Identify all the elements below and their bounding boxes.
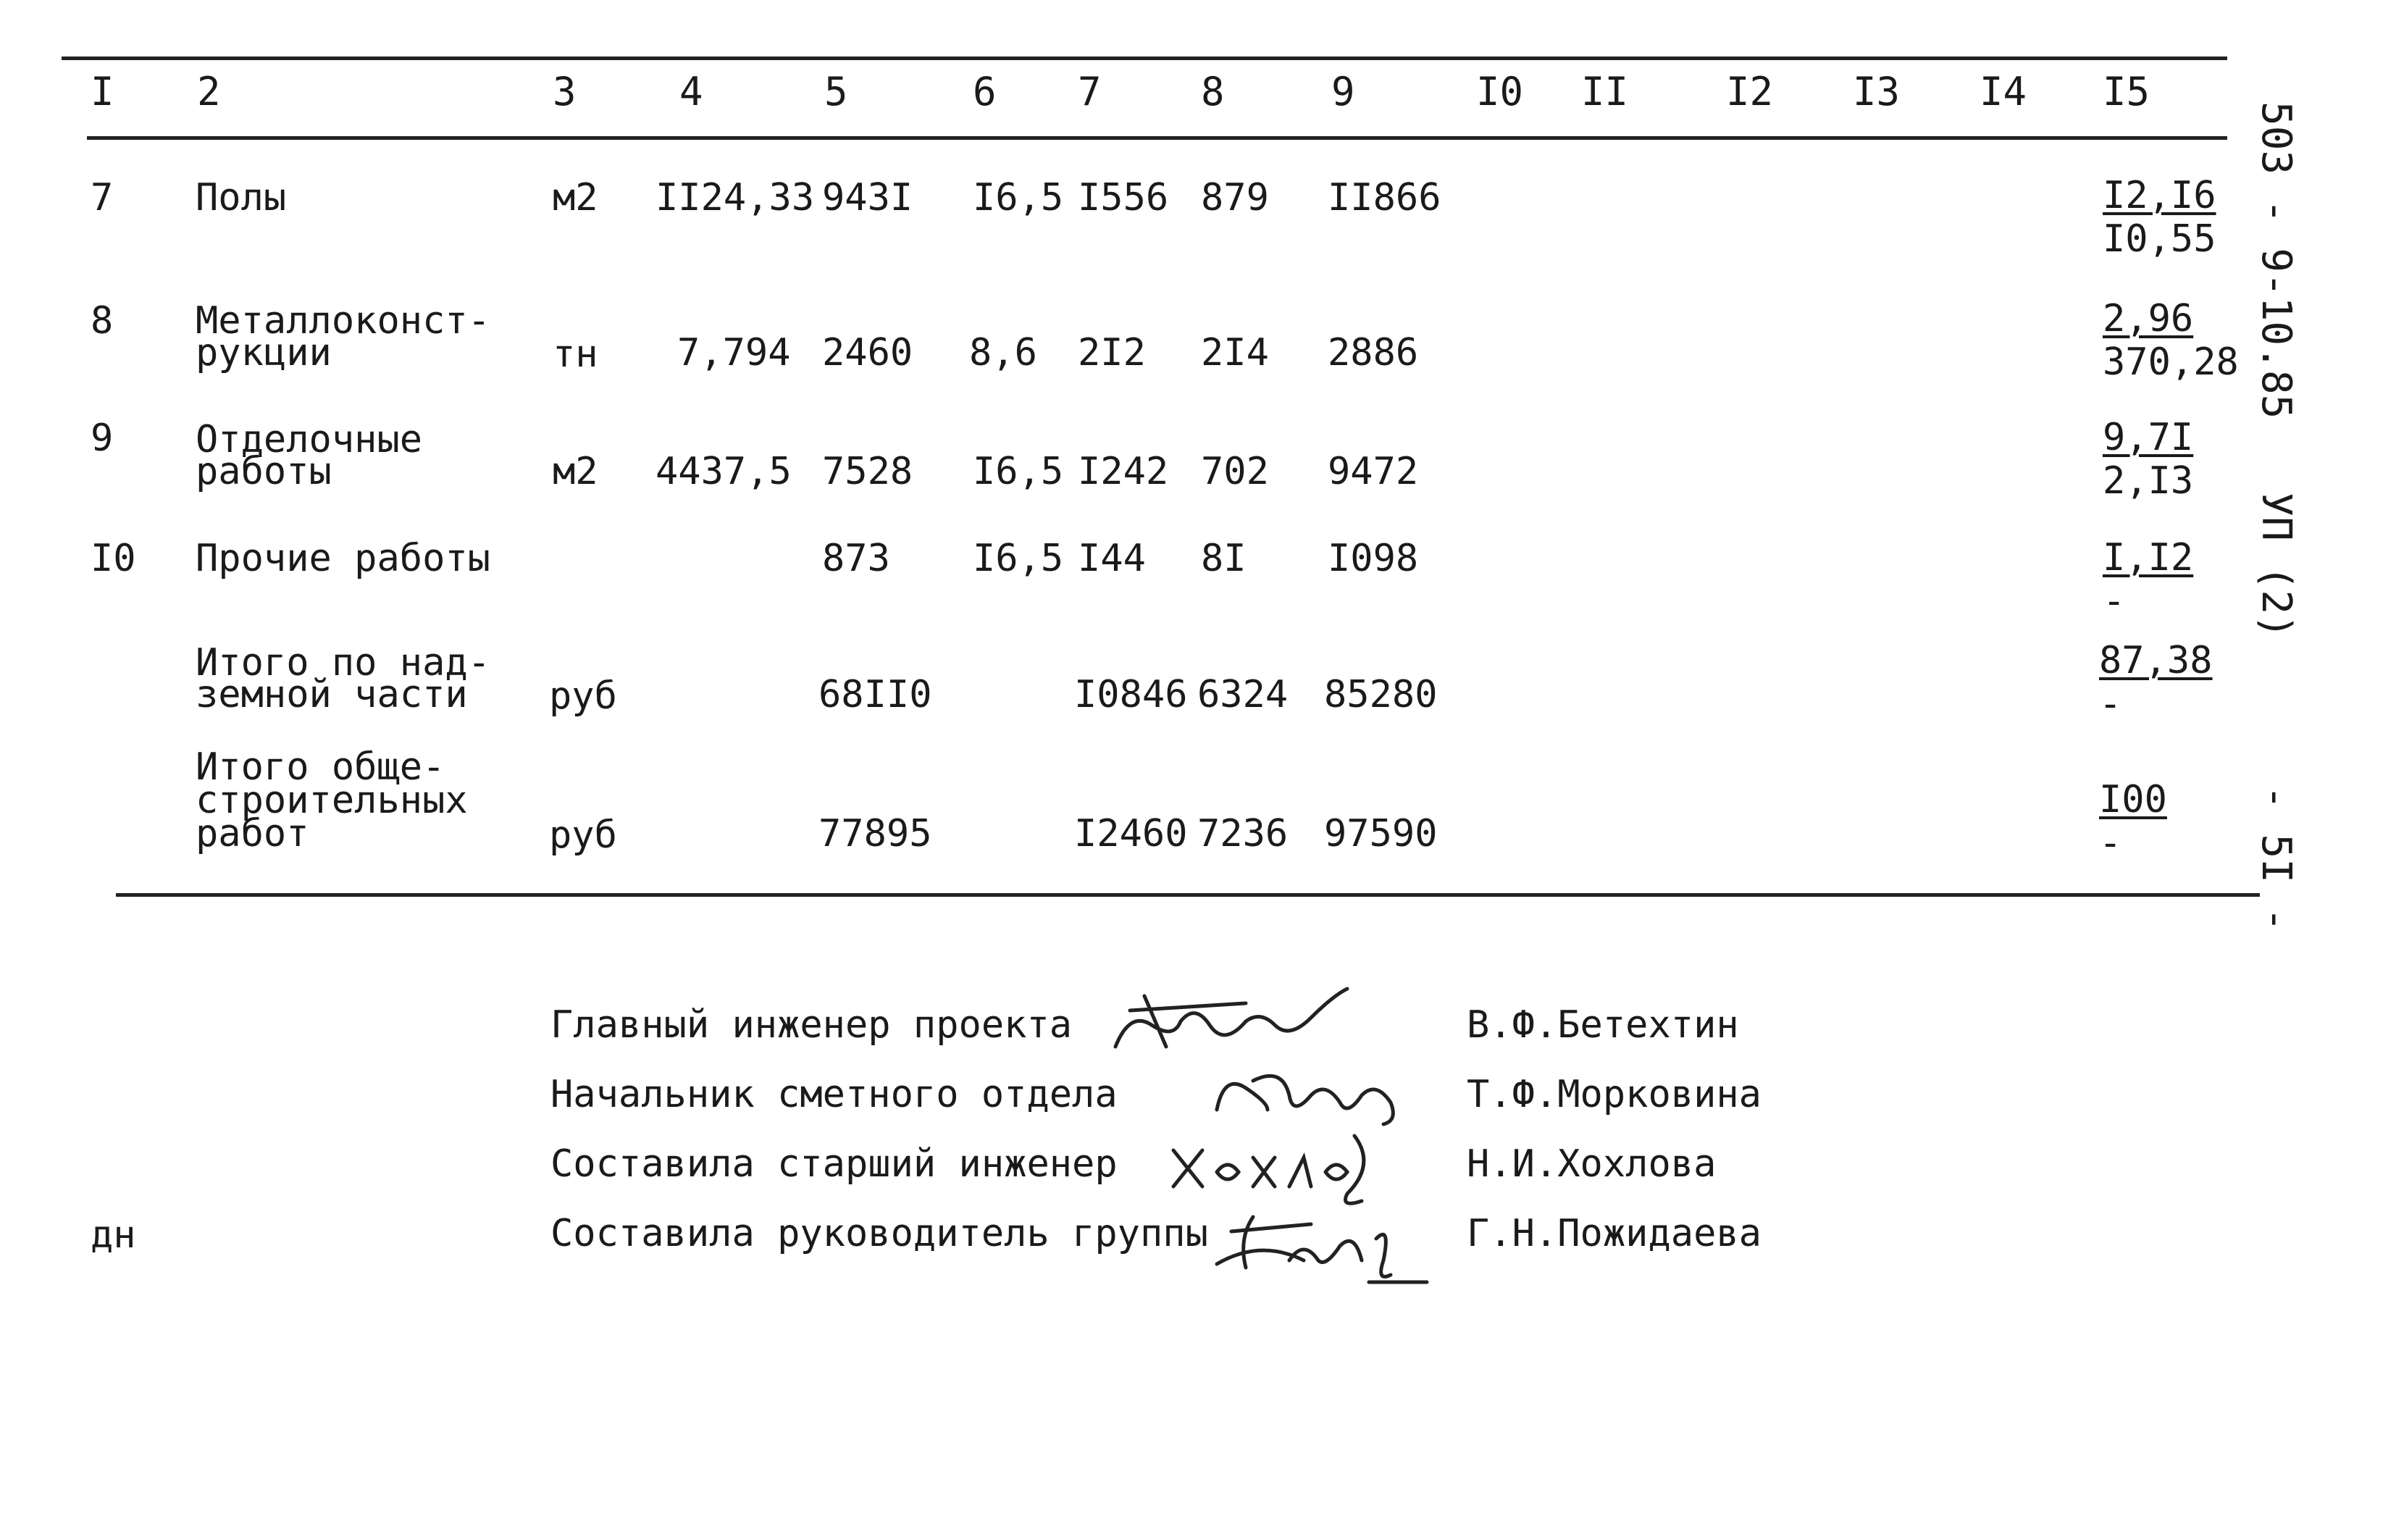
row-number: 8	[91, 299, 114, 343]
row-col5: 873	[822, 537, 890, 580]
row-quantity: 7,794	[677, 331, 791, 374]
row-col7: I2460	[1074, 812, 1188, 855]
side-label	[2234, 101, 2321, 932]
page-number: - 5I -	[2253, 785, 2300, 932]
fraction-numerator: I2,I6	[2103, 174, 2216, 217]
album-number: УП (2)	[2253, 492, 2300, 639]
signatory-role: Составила руководитель группы	[550, 1212, 1208, 1255]
row-name: Прочие работы	[196, 537, 490, 580]
row-col8: 702	[1201, 450, 1269, 493]
row-col5: 2460	[822, 331, 913, 374]
header-col-4: 4	[679, 69, 703, 114]
fraction-numerator: 87,38	[2099, 639, 2213, 682]
row-col5: 943I	[822, 176, 913, 219]
fraction-denominator: 370,28	[2103, 340, 2239, 384]
fraction-denominator: 2,I3	[2103, 459, 2194, 503]
signatory-role: Начальник сметного отдела	[550, 1073, 1118, 1116]
header-col-6: 6	[973, 69, 997, 114]
row-number: 7	[91, 176, 114, 219]
row-col9: II866	[1328, 176, 1441, 219]
row-unit: тн	[553, 332, 598, 376]
header-col-1: I	[91, 69, 114, 114]
row-name: работы	[196, 450, 332, 493]
header-col-3: 3	[553, 69, 577, 114]
top-rule	[62, 57, 2227, 60]
row-col7: I556	[1078, 176, 1169, 219]
row-col5: 77895	[818, 812, 932, 855]
row-col8: 879	[1201, 176, 1269, 219]
row-name: земной части	[196, 673, 468, 716]
signatory-role: Главный инженер проекта	[550, 1003, 1073, 1047]
row-name: Отделочные	[196, 418, 423, 461]
row-name: Итого обще-	[196, 745, 445, 789]
row-col7: I44	[1078, 537, 1146, 580]
row-col8: 6324	[1197, 673, 1289, 716]
signatory-name: Н.И.Хохлова	[1467, 1142, 1717, 1186]
header-col-7: 7	[1078, 69, 1102, 114]
fraction-denominator: I0,55	[2103, 217, 2216, 261]
fraction-denominator: -	[2103, 579, 2126, 623]
row-name: Полы	[196, 176, 287, 219]
header-col-9: 9	[1331, 69, 1355, 114]
row-col7: 2I2	[1078, 331, 1146, 374]
row-col8: 2I4	[1201, 331, 1269, 374]
row-col7: I0846	[1074, 673, 1188, 716]
header-col-10: I0	[1476, 69, 1524, 114]
row-name: рукции	[196, 331, 332, 374]
signature-2-image	[1202, 1059, 1420, 1131]
signature-4-image	[1202, 1195, 1449, 1289]
row-col5: 68II0	[818, 673, 932, 716]
row-col15-fraction	[2103, 416, 2193, 503]
fraction-numerator: I,I2	[2103, 536, 2194, 579]
header-col-8: 8	[1201, 69, 1225, 114]
header-col-13: I3	[1853, 69, 1901, 114]
row-name: строительных	[196, 779, 468, 822]
row-name: Итого по над-	[196, 641, 490, 685]
fraction-numerator: I00	[2099, 778, 2167, 821]
row-col9: 9472	[1328, 450, 1419, 493]
header-col-5: 5	[824, 69, 848, 114]
bottom-rule	[116, 893, 2260, 897]
signatory-role: Составила старший инженер	[550, 1142, 1118, 1186]
row-col15-fraction	[2103, 174, 2216, 261]
signatory-name: Г.Н.Пожидаева	[1467, 1212, 1762, 1255]
row-col15-fraction	[2103, 297, 2239, 384]
row-number: I0	[91, 537, 136, 580]
row-col7: I242	[1078, 450, 1169, 493]
fraction-denominator: -	[2099, 682, 2122, 726]
row-col8: 7236	[1197, 812, 1289, 855]
row-unit: м2	[553, 176, 598, 219]
row-unit: руб	[549, 813, 617, 857]
row-col6: I6,5	[973, 450, 1064, 493]
row-col9: 97590	[1324, 812, 1438, 855]
header-col-14: I4	[1980, 69, 2027, 114]
fraction-numerator: 9,7I	[2103, 416, 2194, 459]
left-margin-mark: дн	[91, 1213, 136, 1257]
row-name: Металлоконст-	[196, 299, 490, 343]
row-col9: I098	[1328, 537, 1419, 580]
row-col15-fraction	[2099, 778, 2167, 865]
row-quantity: II24,33	[655, 176, 815, 219]
document-code: 503 - 9-10.85	[2253, 101, 2300, 419]
row-name: работ	[196, 812, 309, 855]
header-rule	[87, 136, 2227, 140]
row-quantity: 4437,5	[655, 450, 792, 493]
row-unit: м2	[553, 450, 598, 493]
row-col9: 85280	[1324, 673, 1438, 716]
side-label-text	[2253, 101, 2300, 932]
signatory-name: В.Ф.Бетехтин	[1467, 1003, 1739, 1047]
row-col15-fraction	[2099, 639, 2213, 726]
fraction-numerator: 2,96	[2103, 297, 2194, 340]
row-col6: I6,5	[973, 537, 1064, 580]
row-col6: I6,5	[973, 176, 1064, 219]
header-col-12: I2	[1726, 69, 1774, 114]
header-col-2: 2	[197, 69, 221, 114]
row-col6: 8,6	[969, 331, 1037, 374]
row-unit: руб	[549, 674, 617, 718]
row-col8: 8I	[1201, 537, 1247, 580]
signature-1-image	[1101, 982, 1362, 1061]
signatory-name: Т.Ф.Морковина	[1467, 1073, 1762, 1116]
row-col5: 7528	[822, 450, 913, 493]
header-col-15: I5	[2103, 69, 2150, 114]
header-col-11: II	[1581, 69, 1629, 114]
fraction-denominator: -	[2099, 821, 2122, 865]
row-col15-fraction	[2103, 536, 2193, 623]
row-col9: 2886	[1328, 331, 1419, 374]
row-number: 9	[91, 417, 114, 460]
